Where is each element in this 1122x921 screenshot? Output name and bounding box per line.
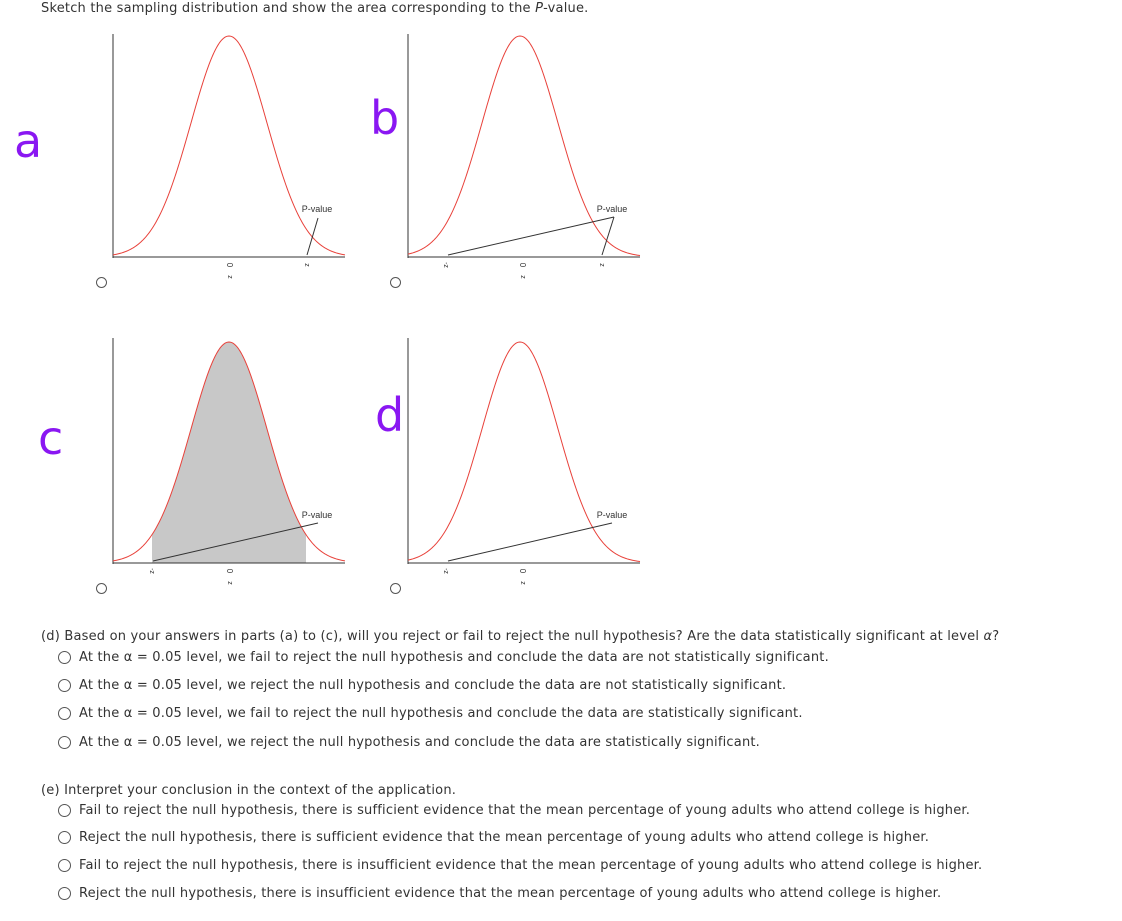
question-d-option-2[interactable] <box>58 678 786 693</box>
option-label: At the α = 0.05 level, we reject the null hypothesis and conclude the data are statistically significant. <box>79 735 761 750</box>
graph-label-d: d <box>375 388 405 442</box>
p-value-label: P-value <box>596 510 628 520</box>
graph-label-a: a <box>14 114 43 168</box>
bell-curve <box>408 342 640 561</box>
radio-button[interactable] <box>58 736 71 749</box>
tick-label-0: 0 <box>225 568 234 574</box>
graph-c-radio[interactable] <box>96 583 107 594</box>
question-e-option-4[interactable] <box>58 886 941 901</box>
option-label: Reject the null hypothesis, there is insufficient evidence that the mean percentage of young adults who attend college is higher. <box>79 886 942 901</box>
radio-button[interactable] <box>58 887 71 900</box>
graph-label-b: b <box>370 91 400 145</box>
question-e-option-1[interactable] <box>58 803 970 818</box>
radio-button[interactable] <box>58 707 71 720</box>
option-label: Reject the null hypothesis, there is sufficient evidence that the mean percentage of young adults who attend college is higher. <box>79 830 930 845</box>
option-label: At the α = 0.05 level, we fail to reject the null hypothesis and conclude the data are statistically significant. <box>79 706 803 721</box>
tick-label-neg-z: -z <box>442 262 449 268</box>
p-value-label: P-value <box>301 510 333 520</box>
option-label: Fail to reject the null hypothesis, there is insufficient evidence that the mean percentage of young adults who attend college is higher. <box>79 858 983 873</box>
option-label: At the α = 0.05 level, we reject the null hypothesis and conclude the data are not statistically significant. <box>79 678 787 693</box>
graph-b-radio[interactable] <box>390 277 401 288</box>
tick-label-z-bottom: z <box>226 581 233 585</box>
radio-button[interactable] <box>58 651 71 664</box>
radio-button[interactable] <box>58 804 71 817</box>
instruction-text: Sketch the sampling distribution and show the area corresponding to the P-value. <box>41 1 589 16</box>
question-d-option-3[interactable] <box>58 706 803 721</box>
radio-button[interactable] <box>58 859 71 872</box>
p-value-pointer <box>448 523 612 561</box>
question-e-option-2[interactable] <box>58 830 929 845</box>
radio-button[interactable] <box>58 679 71 692</box>
tick-label-z-bottom: z <box>519 581 526 585</box>
option-label: At the α = 0.05 level, we fail to reject the null hypothesis and conclude the data are not statistically significant. <box>79 650 829 665</box>
tick-label-z: z <box>303 263 310 267</box>
question-e-option-3[interactable] <box>58 858 982 873</box>
tick-label-z: z <box>598 263 605 267</box>
tick-label-z-bottom: z <box>226 275 233 279</box>
question-d-option-4[interactable] <box>58 735 760 750</box>
tick-label-0: 0 <box>518 568 527 574</box>
p-value-label: P-value <box>301 204 333 214</box>
tick-label-neg-z: -z <box>442 568 449 574</box>
option-label: Fail to reject the null hypothesis, there is sufficient evidence that the mean percentage of young adults who attend college is higher. <box>79 803 971 818</box>
graph-d-radio[interactable] <box>390 583 401 594</box>
p-value-label: P-value <box>596 204 628 214</box>
tick-label-z-bottom: z <box>519 275 526 279</box>
tick-label-0: 0 <box>518 262 527 268</box>
question-d-option-1[interactable] <box>58 650 829 665</box>
question-e-title: (e) Interpret your conclusion in the context of the application. <box>41 783 457 798</box>
radio-button[interactable] <box>58 831 71 844</box>
graph-a-radio[interactable] <box>96 277 107 288</box>
graph-label-c: c <box>38 411 64 465</box>
question-d-title: (d) Based on your answers in parts (a) to (c), will you reject or fail to reject the null hypothesis? Are the data statistically significant at level α? <box>41 629 1000 644</box>
tick-label-0: 0 <box>225 262 234 268</box>
tick-label-neg-z: -z <box>148 568 155 574</box>
